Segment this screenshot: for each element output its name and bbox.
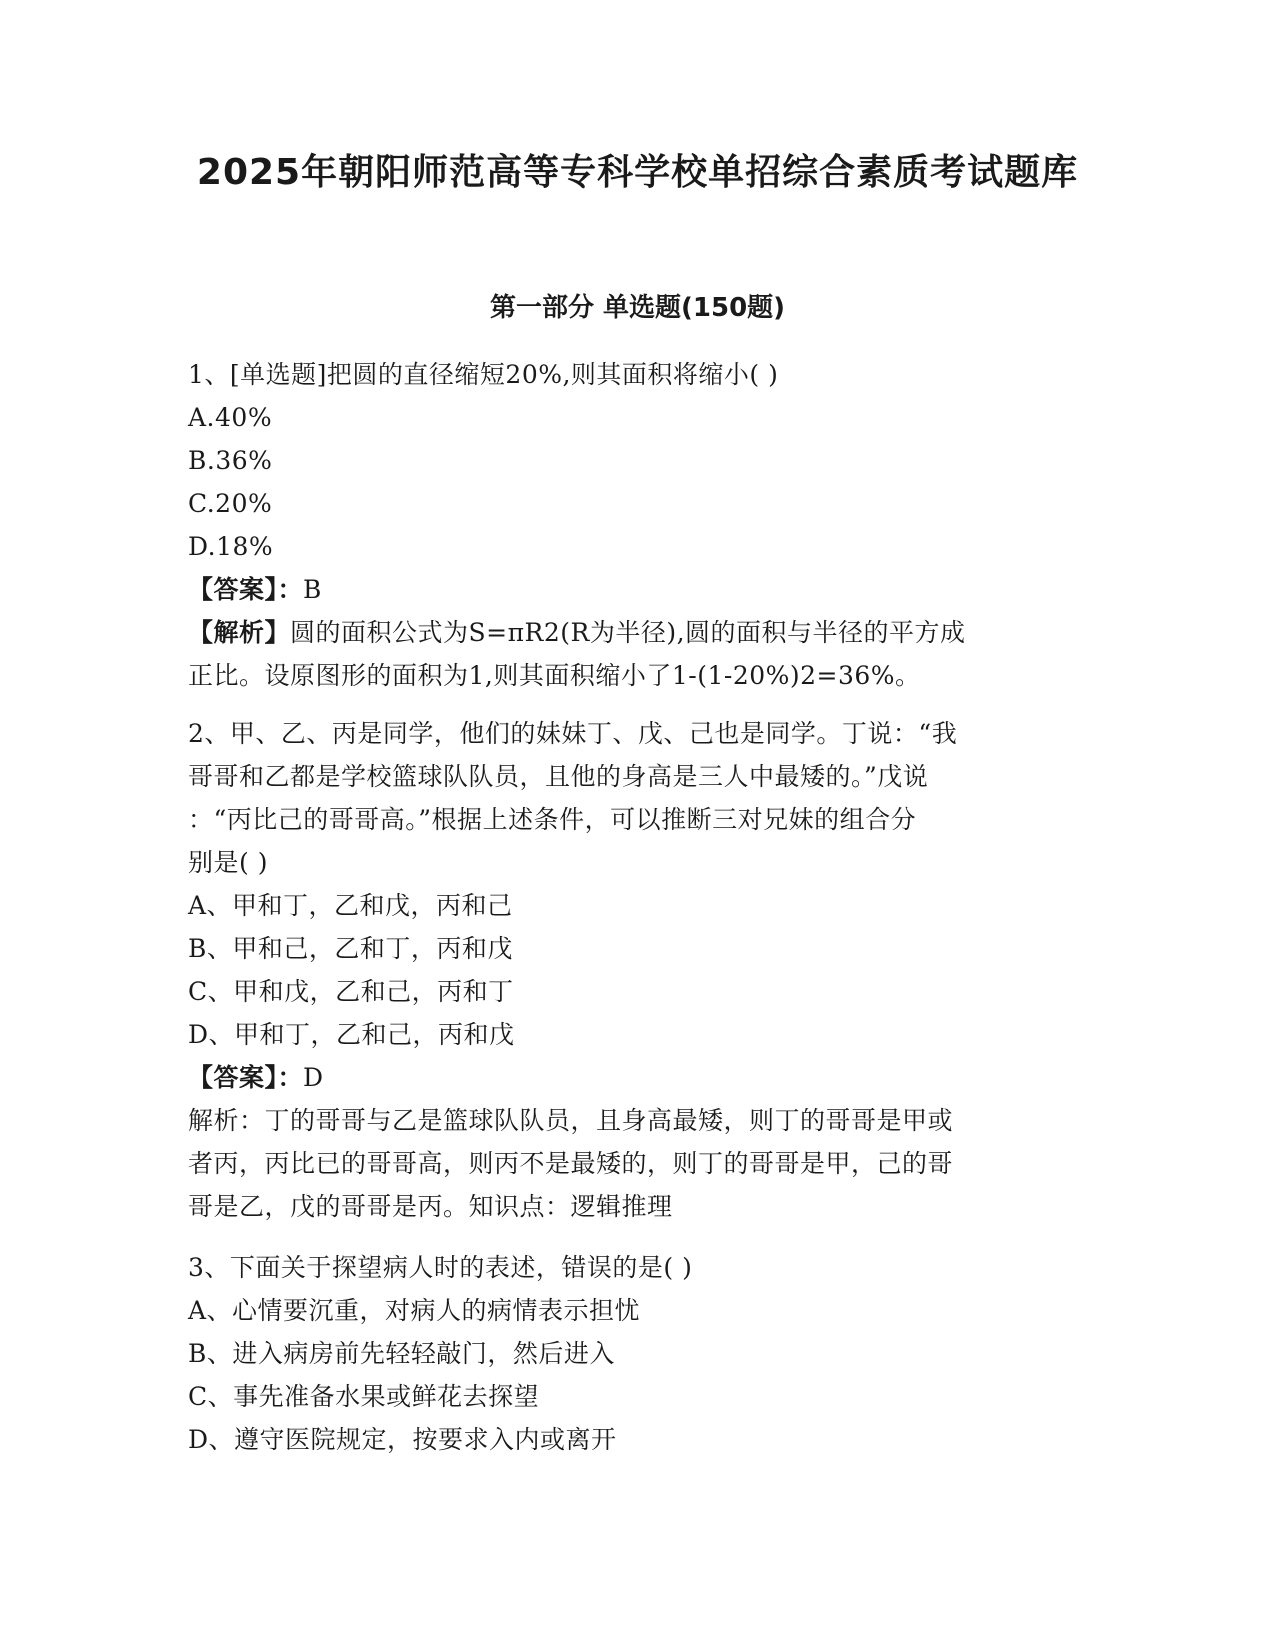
option-b: B.36% — [188, 446, 273, 475]
option-b: B、甲和己，乙和丁，丙和戊 — [188, 934, 513, 963]
answer-value: B — [303, 575, 322, 604]
analysis-line: 正比。设原图形的面积为1,则其面积缩小了1-(1-20%)2=36%。 — [188, 661, 921, 690]
option-c: C.20% — [188, 489, 273, 518]
option-b: B、进入病房前先轻轻敲门，然后进入 — [188, 1339, 615, 1368]
question-spacer — [188, 1228, 1078, 1246]
option-c: C、事先准备水果或鲜花去探望 — [188, 1382, 540, 1411]
question-list — [188, 353, 1078, 1461]
analysis-line: 者丙，丙比已的哥哥高，则丙不是最矮的，则丁的哥哥是甲，己的哥 — [188, 1149, 954, 1178]
option-a: A、心情要沉重，对病人的病情表示担忧 — [188, 1296, 641, 1325]
option-a: A、甲和丁，乙和戊，丙和己 — [188, 891, 513, 920]
question-stem: 别是( ) — [188, 848, 268, 877]
answer-line — [188, 568, 1078, 611]
analysis-line — [188, 611, 1078, 654]
question-stem: 1、[单选题]把圆的直径缩短20%,则其面积将缩小( ) — [188, 360, 779, 389]
option-a: A.40% — [188, 403, 273, 432]
answer-label: 【答案】： — [188, 575, 304, 604]
option-c: C、甲和戊，乙和己，丙和丁 — [188, 977, 514, 1006]
question-spacer — [188, 697, 1078, 712]
option-d: D、遵守医院规定，按要求入内或离开 — [188, 1425, 617, 1454]
question-stem: ：“丙比己的哥哥高。”根据上述条件，可以推断三对兄妹的组合分 — [188, 805, 917, 834]
analysis-line: 解析：丁的哥哥与乙是篮球队队员，且身高最矮，则丁的哥哥是甲或 — [188, 1106, 954, 1135]
question-3 — [188, 1246, 1078, 1461]
answer-value: D — [303, 1063, 324, 1092]
question-2 — [188, 712, 1078, 1228]
analysis-text: 圆的面积公式为S=πR2(R为半径),圆的面积与半径的平方成 — [290, 618, 966, 647]
analysis-label: 【解析】 — [188, 618, 291, 647]
section-title: 第一部分 单选题(150题) — [489, 293, 786, 323]
question-stem: 3、下面关于探望病人时的表述，错误的是( ) — [188, 1253, 693, 1282]
question-stem: 2、甲、乙、丙是同学，他们的妹妹丁、戊、己也是同学。丁说：“我 — [188, 719, 958, 748]
question-1 — [188, 353, 1078, 697]
question-stem: 哥哥和乙都是学校篮球队队员，且他的身高是三人中最矮的。”戊说 — [188, 762, 929, 791]
document-title: 2025年朝阳师范高等专科学校单招综合素质考试题库 — [196, 152, 1079, 193]
option-d: D.18% — [188, 532, 274, 561]
option-d: D、甲和丁，乙和己，丙和戊 — [188, 1020, 515, 1049]
answer-line — [188, 1056, 1078, 1099]
answer-label: 【答案】： — [188, 1063, 304, 1092]
analysis-line: 哥是乙，戊的哥哥是丙。知识点：逻辑推理 — [188, 1192, 673, 1221]
